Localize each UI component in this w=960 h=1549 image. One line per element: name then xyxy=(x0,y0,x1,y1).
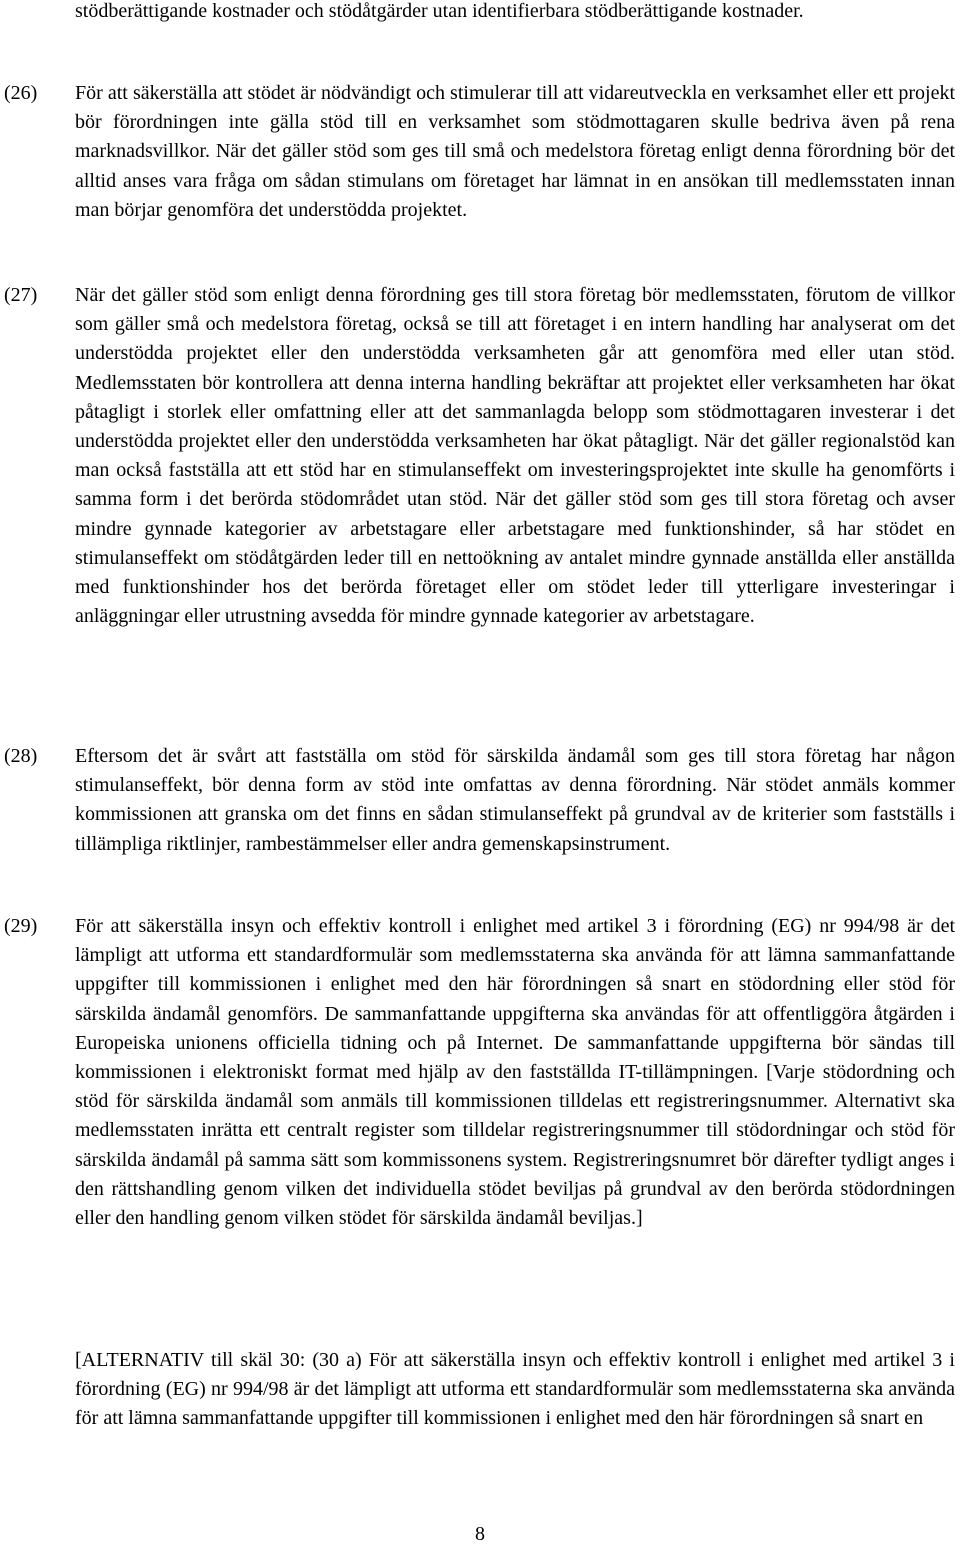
continuation-paragraph: stödberättigande kostnader och stödåtgärder utan identifierbara stödberättigande kostnader. xyxy=(75,0,804,22)
paragraph-number-29: (29) xyxy=(4,915,38,937)
paragraph-29: För att säkerställa insyn och effektiv kontroll i enlighet med artikel 3 i förordning (EG) nr 994/98 är det lämpligt att utforma ett standardformulär som medlemsstaterna ska använda för att lämna sammanfattande uppgifter till kommissionen i enlighet med den här förordningen så snart en stödordning eller stöd för särskilda ändamål genomförs. De sammanfattande uppgifterna ska användas för att offentliggöra åtgärden i Europeiska unionens officiella tidning och på Internet. De sammanfattande uppgifterna bör sändas till kommissionen i elektroniskt format med hjälp av den fastställda IT-tillämpningen. [Varje stödordning och stöd för särskilda ändamål som anmäls till kommissionen tilldelas ett registreringsnummer. Alternativt ska medlemsstaten inrätta ett centralt register som tilldelar registreringsnummer till stödordningar och stöd för särskilda ändamål på samma sätt som kommissonens system. Registreringsnumret bör därefter tydligt anges i den rättshandling genom vilken det individuella stödet beviljas på grundval av den berörda stödordningen eller den handling genom vilken stödet för särskilda ändamål beviljas.] xyxy=(75,915,955,1230)
page-number: 8 xyxy=(475,1523,485,1545)
paragraph-number-27: (27) xyxy=(4,284,38,306)
paragraph-28: Eftersom det är svårt att fastställa om stöd för särskilda ändamål som ges till stora företag har någon stimulanseffekt, bör denna form av stöd inte omfattas av denna förordning. När stödet anmäls kommer kommissionen att granska om det finns en sådan stimulanseffekt på grundval av de kriterier som fastställs i tillämpliga riktlinjer, rambestämmelser eller andra gemenskapsinstrument. xyxy=(75,745,955,855)
paragraph-number-26: (26) xyxy=(4,82,38,104)
paragraph-26: För att säkerställa att stödet är nödvändigt och stimulerar till att vidareutveckla en verksamhet eller ett projekt bör förordningen inte gälla stöd till en verksamhet som stödmottagaren skulle bedriva även på rena marknadsvillkor. När det gäller stöd som ges till små och medelstora företag enligt denna förordning bör det alltid anses vara fråga om sådan stimulans om företaget har lämnat in en ansökan till medlemsstaten innan man börjar genomföra det understödda projektet. xyxy=(75,82,955,221)
alternative-paragraph: [ALTERNATIV till skäl 30: (30 a) För att säkerställa insyn och effektiv kontroll i enlighet med artikel 3 i förordning (EG) nr 994/98 är det lämpligt att utforma ett standardformulär som medlemsstaterna ska använda för att lämna sammanfattande uppgifter till kommissionen i enlighet med den här förordningen så snart en xyxy=(75,1349,955,1430)
paragraph-27: När det gäller stöd som enligt denna förordning ges till stora företag bör medlemsstaten, förutom de villkor som gäller små och medelstora företag, också se till att företaget i en intern handling har analyserat om det understödda projektet eller den understödda verksamheten går att genomföra med eller utan stöd. Medlemsstaten bör kontrollera att denna interna handling bekräftar att projektet eller verksamheten har ökat påtagligt i storlek eller omfattning eller att det sammanlagda belopp som stödmottagaren investerar i det understödda projektet eller den understödda verksamheten har ökat påtagligt. När det gäller regionalstöd kan man också fastställa att ett stöd har en stimulanseffekt om investeringsprojektet inte skulle ha genomförts i samma form i det berörda stödområdet utan stöd. När det gäller stöd som ges till stora företag och avser mindre gynnade kategorier av arbetstagare eller arbetstagare med funktionshinder, så har stödet en stimulanseffekt om stödåtgärden leder till en nettoökning av antalet mindre gynnade anställda eller anställda med funktionshinder hos det berörda företaget eller om stödet leder till ytterligare investeringar i anläggningar eller utrustning avsedda för mindre gynnade kategorier av arbetstagare. xyxy=(75,284,955,628)
paragraph-number-28: (28) xyxy=(4,745,38,767)
